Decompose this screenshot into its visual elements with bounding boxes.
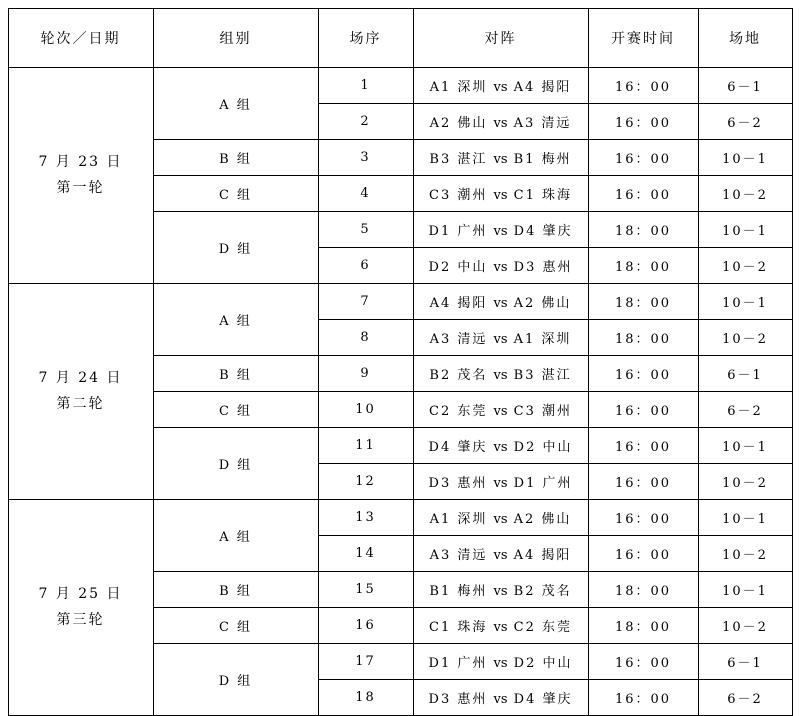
home-team: D4 肇庆 [428,440,488,455]
away-team: A3 清远 [513,116,572,131]
start-time-cell: 18：00 [588,248,698,284]
group-cell: D 组 [153,212,318,284]
group-cell: A 组 [153,284,318,356]
venue-cell: 10－1 [698,284,792,320]
match-order-cell: 4 [318,176,413,212]
round-name: 第三轮 [56,611,105,628]
round-date: 7 月 25 日 [38,586,123,603]
match-order-cell: 12 [318,464,413,500]
away-team: A4 揭阳 [513,548,572,563]
venue-cell: 10－1 [698,572,792,608]
start-time-cell: 18：00 [588,212,698,248]
matchup-cell [413,104,588,140]
versus-separator: vs [489,440,512,455]
versus-separator: vs [489,332,512,347]
start-time-cell: 16：00 [588,176,698,212]
start-time-cell: 18：00 [588,320,698,356]
venue-cell: 10－1 [698,140,792,176]
versus-separator: vs [489,188,512,203]
matchup-cell [413,356,588,392]
table-header [8,9,792,68]
match-order-cell: 7 [318,284,413,320]
home-team: A1 深圳 [429,512,488,527]
group-cell: C 组 [153,176,318,212]
home-team: A4 揭阳 [429,296,488,311]
table-row [8,284,792,320]
matchup-cell [413,248,588,284]
match-order-cell: 14 [318,536,413,572]
group-cell: B 组 [153,572,318,608]
versus-separator: vs [489,224,512,239]
match-order-cell: 1 [318,68,413,104]
start-time-cell: 16：00 [588,140,698,176]
home-team: B2 茂名 [429,368,488,383]
away-team: A1 深圳 [513,332,572,347]
round-name: 第一轮 [56,179,105,196]
group-cell: B 组 [153,140,318,176]
away-team: C3 潮州 [513,404,572,419]
column-header-match-order: 场序 [318,9,413,68]
away-team: D1 广州 [513,476,573,491]
matchup-cell [413,500,588,536]
match-order-cell: 3 [318,140,413,176]
versus-separator: vs [489,260,512,275]
versus-separator: vs [489,692,512,707]
match-order-cell: 18 [318,680,413,716]
group-cell: D 组 [153,428,318,500]
match-order-cell: 11 [318,428,413,464]
venue-cell: 6－2 [698,392,792,428]
home-team: B1 梅州 [429,584,488,599]
away-team: A4 揭阳 [513,80,572,95]
versus-separator: vs [489,404,512,419]
column-header-round-date: 轮次／日期 [8,9,153,68]
matchup-cell [413,212,588,248]
venue-cell: 10－1 [698,428,792,464]
matchup-cell [413,428,588,464]
versus-separator: vs [489,368,512,383]
matchup-cell [413,680,588,716]
away-team: C1 珠海 [513,188,572,203]
matchup-cell [413,608,588,644]
table-row [8,68,792,104]
group-cell: D 组 [153,644,318,716]
venue-cell: 10－2 [698,536,792,572]
start-time-cell: 16：00 [588,392,698,428]
home-team: D1 广州 [428,224,488,239]
venue-cell: 6－2 [698,104,792,140]
round-name: 第二轮 [56,395,105,412]
column-header-venue: 场地 [698,9,792,68]
start-time-cell: 16：00 [588,644,698,680]
matchup-cell [413,392,588,428]
home-team: D2 中山 [428,260,488,275]
versus-separator: vs [489,584,512,599]
versus-separator: vs [489,548,512,563]
start-time-cell: 16：00 [588,68,698,104]
home-team: D3 惠州 [428,476,488,491]
match-order-cell: 15 [318,572,413,608]
versus-separator: vs [489,296,512,311]
round-date: 7 月 24 日 [38,370,123,387]
home-team: D3 惠州 [428,692,488,707]
group-cell: C 组 [153,392,318,428]
versus-separator: vs [489,512,512,527]
round-date-cell [8,284,153,500]
venue-cell: 10－2 [698,320,792,356]
away-team: C2 东莞 [513,620,572,635]
column-header-group: 组别 [153,9,318,68]
away-team: D4 肇庆 [513,692,573,707]
match-schedule-table [8,8,793,716]
home-team: D1 广州 [428,656,488,671]
versus-separator: vs [489,620,512,635]
venue-cell: 6－1 [698,68,792,104]
matchup-cell [413,140,588,176]
column-header-matchup: 对阵 [413,9,588,68]
match-order-cell: 17 [318,644,413,680]
round-date-cell [8,68,153,284]
group-cell: B 组 [153,356,318,392]
group-cell: A 组 [153,500,318,572]
start-time-cell: 16：00 [588,464,698,500]
venue-cell: 6－2 [698,680,792,716]
start-time-cell: 18：00 [588,608,698,644]
match-order-cell: 13 [318,500,413,536]
start-time-cell: 16：00 [588,680,698,716]
away-team: D2 中山 [513,656,573,671]
header-row [8,9,792,68]
away-team: B1 梅州 [513,152,572,167]
home-team: C2 东莞 [429,404,488,419]
venue-cell: 10－2 [698,464,792,500]
group-cell: A 组 [153,68,318,140]
matchup-cell [413,68,588,104]
home-team: A3 清远 [429,332,488,347]
start-time-cell: 16：00 [588,500,698,536]
matchup-cell [413,572,588,608]
matchup-cell [413,536,588,572]
home-team: C1 珠海 [429,620,488,635]
match-order-cell: 8 [318,320,413,356]
column-header-start-time: 开赛时间 [588,9,698,68]
venue-cell: 6－1 [698,356,792,392]
away-team: A2 佛山 [513,512,572,527]
home-team: A3 清远 [429,548,488,563]
home-team: B3 湛江 [429,152,488,167]
start-time-cell: 18：00 [588,572,698,608]
home-team: C3 潮州 [429,188,488,203]
matchup-cell [413,644,588,680]
versus-separator: vs [489,80,512,95]
start-time-cell: 16：00 [588,356,698,392]
match-order-cell: 5 [318,212,413,248]
table-row [8,500,792,536]
matchup-cell [413,320,588,356]
away-team: D2 中山 [513,440,573,455]
versus-separator: vs [489,476,512,491]
home-team: A2 佛山 [429,116,488,131]
versus-separator: vs [489,116,512,131]
away-team: D4 肇庆 [513,224,573,239]
venue-cell: 6－1 [698,644,792,680]
matchup-cell [413,464,588,500]
round-date: 7 月 23 日 [38,154,123,171]
away-team: B3 湛江 [513,368,572,383]
start-time-cell: 16：00 [588,536,698,572]
match-order-cell: 10 [318,392,413,428]
venue-cell: 10－2 [698,176,792,212]
match-order-cell: 2 [318,104,413,140]
venue-cell: 10－1 [698,500,792,536]
matchup-cell [413,176,588,212]
away-team: B2 茂名 [513,584,572,599]
away-team: D3 惠州 [513,260,573,275]
match-order-cell: 9 [318,356,413,392]
home-team: A1 深圳 [429,80,488,95]
away-team: A2 佛山 [513,296,572,311]
group-cell: C 组 [153,608,318,644]
round-date-cell [8,500,153,716]
matchup-cell [413,284,588,320]
venue-cell: 10－2 [698,608,792,644]
table-body [8,68,792,716]
venue-cell: 10－2 [698,248,792,284]
match-order-cell: 6 [318,248,413,284]
match-order-cell: 16 [318,608,413,644]
start-time-cell: 16：00 [588,428,698,464]
start-time-cell: 16：00 [588,104,698,140]
versus-separator: vs [489,152,512,167]
versus-separator: vs [489,656,512,671]
start-time-cell: 18：00 [588,284,698,320]
venue-cell: 10－1 [698,212,792,248]
